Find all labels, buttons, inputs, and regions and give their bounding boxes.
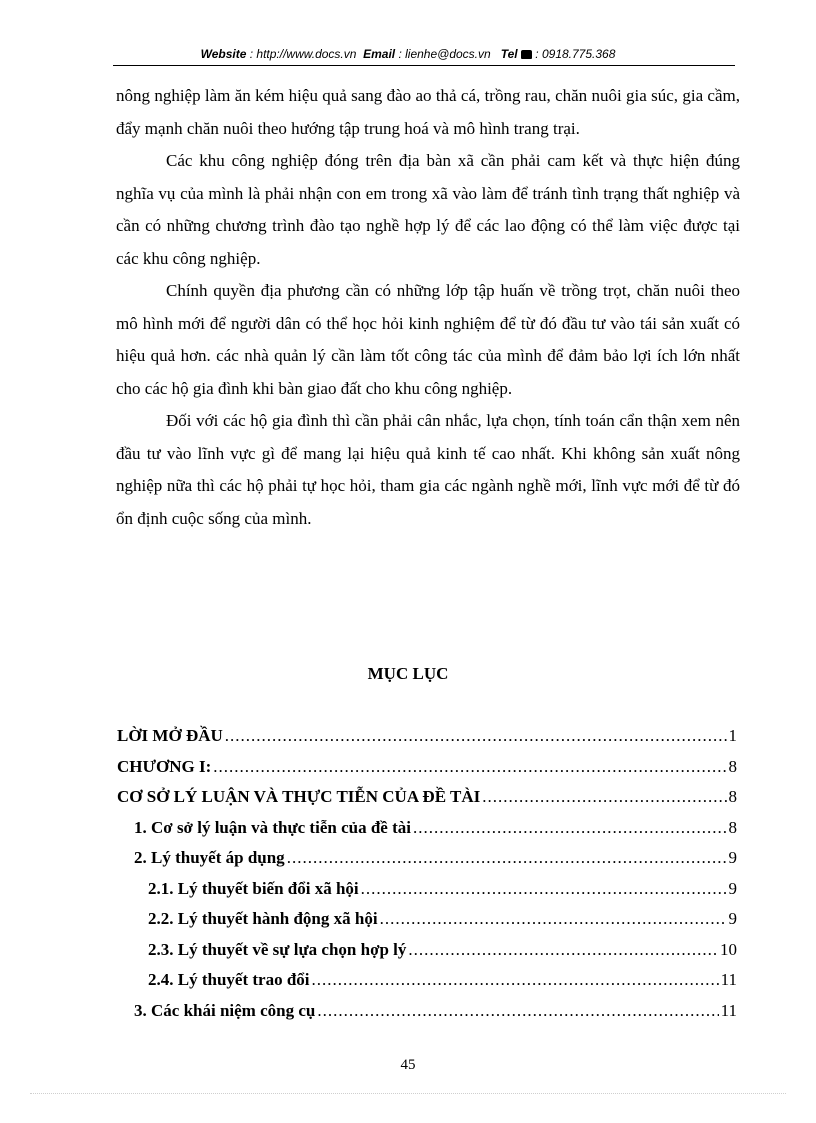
header-divider: [113, 65, 735, 66]
page-number: 45: [400, 1057, 416, 1073]
toc-entry-page: 8: [728, 787, 737, 806]
paragraph: nông nghiệp làm ăn kém hiệu quả sang đào ao thả cá, trồng rau, chăn nuôi gia súc, gia cầm, đẩy mạnh chăn nuôi theo hướng tập trung hoá và mô hình trang trại.: [116, 86, 740, 138]
tel-value: : 0918.775.368: [531, 47, 616, 61]
toc-leader: [225, 726, 727, 746]
toc-entry[interactable]: [117, 970, 737, 1001]
toc-entry-page: 8: [728, 756, 737, 776]
toc-title: MỤC LỤC: [367, 664, 449, 683]
toc-leader: [413, 818, 727, 838]
toc-entry-label: 3. Các khái niệm công cụ: [134, 1000, 316, 1020]
toc-leader: [317, 1001, 718, 1021]
toc-entry-label: CƠ SỞ LÝ LUẬN VÀ THỰC TIỄN CỦA ĐỀ TÀI: [117, 787, 481, 806]
toc-entry-page: 9: [728, 909, 737, 928]
toc-entry[interactable]: [117, 787, 737, 818]
toc-entry-page: 11: [720, 1000, 737, 1020]
toc-entry[interactable]: [117, 879, 737, 910]
toc-entry[interactable]: [117, 940, 737, 971]
toc-entry-page: 1: [728, 726, 737, 745]
toc-entry[interactable]: [117, 848, 737, 879]
toc-entry[interactable]: [117, 909, 737, 940]
toc-leader: [287, 848, 727, 868]
toc-entry-page: 11: [720, 970, 737, 989]
toc-entry-page: 9: [728, 878, 737, 898]
paragraph: Đối với các hộ gia đình thì cần phải cân nhắc, lựa chọn, tính toán cẩn thận xem nên đầu tư vào lĩnh vực gì để mang lại hiệu quả kinh tế cao nhất. Khi không sản xuất nông nghiệp nữa thì các hộ phải tự học hỏi, tham gia các ngành nghề mới, lĩnh vực mới để từ đó ổn định cuộc sống của mình.: [116, 411, 740, 528]
toc-leader: [380, 909, 727, 929]
toc-entry-label: CHƯƠNG I:: [117, 756, 212, 776]
toc-entry-page: 9: [728, 848, 737, 867]
toc-entry-page: 10: [720, 939, 737, 959]
email-label: Email: [363, 47, 396, 61]
toc-entry-label: 2.3. Lý thuyết về sự lựa chọn hợp lý: [148, 939, 407, 959]
toc-leader: [213, 757, 726, 777]
toc-entry[interactable]: [117, 818, 737, 849]
paragraph: Các khu công nghiệp đóng trên địa bàn xã cần phải cam kết và thực hiện đúng nghĩa vụ của mình là phải nhận con em trong xã vào làm để tránh tình trạng thất nghiệp và cần có những chương trình đào tạo nghề hợp lý để các lao động có thể làm việc được tại các khu công nghiệp.: [116, 151, 740, 268]
toc-entry-label: 2.1. Lý thuyết biến đổi xã hội: [148, 878, 359, 898]
toc-entry-label: 2.4. Lý thuyết trao đổi: [148, 970, 310, 989]
toc-entry-page: 8: [728, 817, 737, 837]
toc-entry[interactable]: [117, 1001, 737, 1032]
table-of-contents: [117, 726, 737, 1031]
page-header: [0, 47, 816, 61]
toc-entry[interactable]: [117, 757, 737, 788]
toc-leader: [482, 787, 726, 807]
toc-entry-label: 2.2. Lý thuyết hành động xã hội: [148, 909, 378, 928]
toc-leader: [361, 879, 727, 899]
toc-leader: [312, 970, 719, 990]
toc-entry-label: 1. Cơ sở lý luận và thực tiễn của đề tài: [134, 817, 411, 837]
toc-entry-label: 2. Lý thuyết áp dụng: [134, 848, 285, 867]
footer-divider: [30, 1093, 786, 1094]
tel-label: Tel: [500, 47, 518, 61]
website-label: Website: [200, 47, 247, 61]
email-value: : lienhe@docs.vn: [395, 47, 491, 61]
toc-entry-label: LỜI MỞ ĐẦU: [117, 726, 223, 745]
body-text: [116, 80, 740, 535]
website-value: : http://www.docs.vn: [246, 47, 357, 61]
phone-icon: [521, 50, 532, 59]
paragraph: Chính quyền địa phương cần có những lớp tập huấn về trồng trọt, chăn nuôi theo mô hình mới để người dân có thể học hỏi kinh nghiệm để từ đó đầu tư vào tái sản xuất có hiệu quả hơn. các nhà quản lý cần làm tốt công tác của mình để đảm bảo lợi ích lớn nhất cho các hộ gia đình khi bàn giao đất cho khu công nghiệp.: [116, 281, 740, 398]
toc-leader: [408, 940, 718, 960]
toc-entry[interactable]: [117, 726, 737, 757]
